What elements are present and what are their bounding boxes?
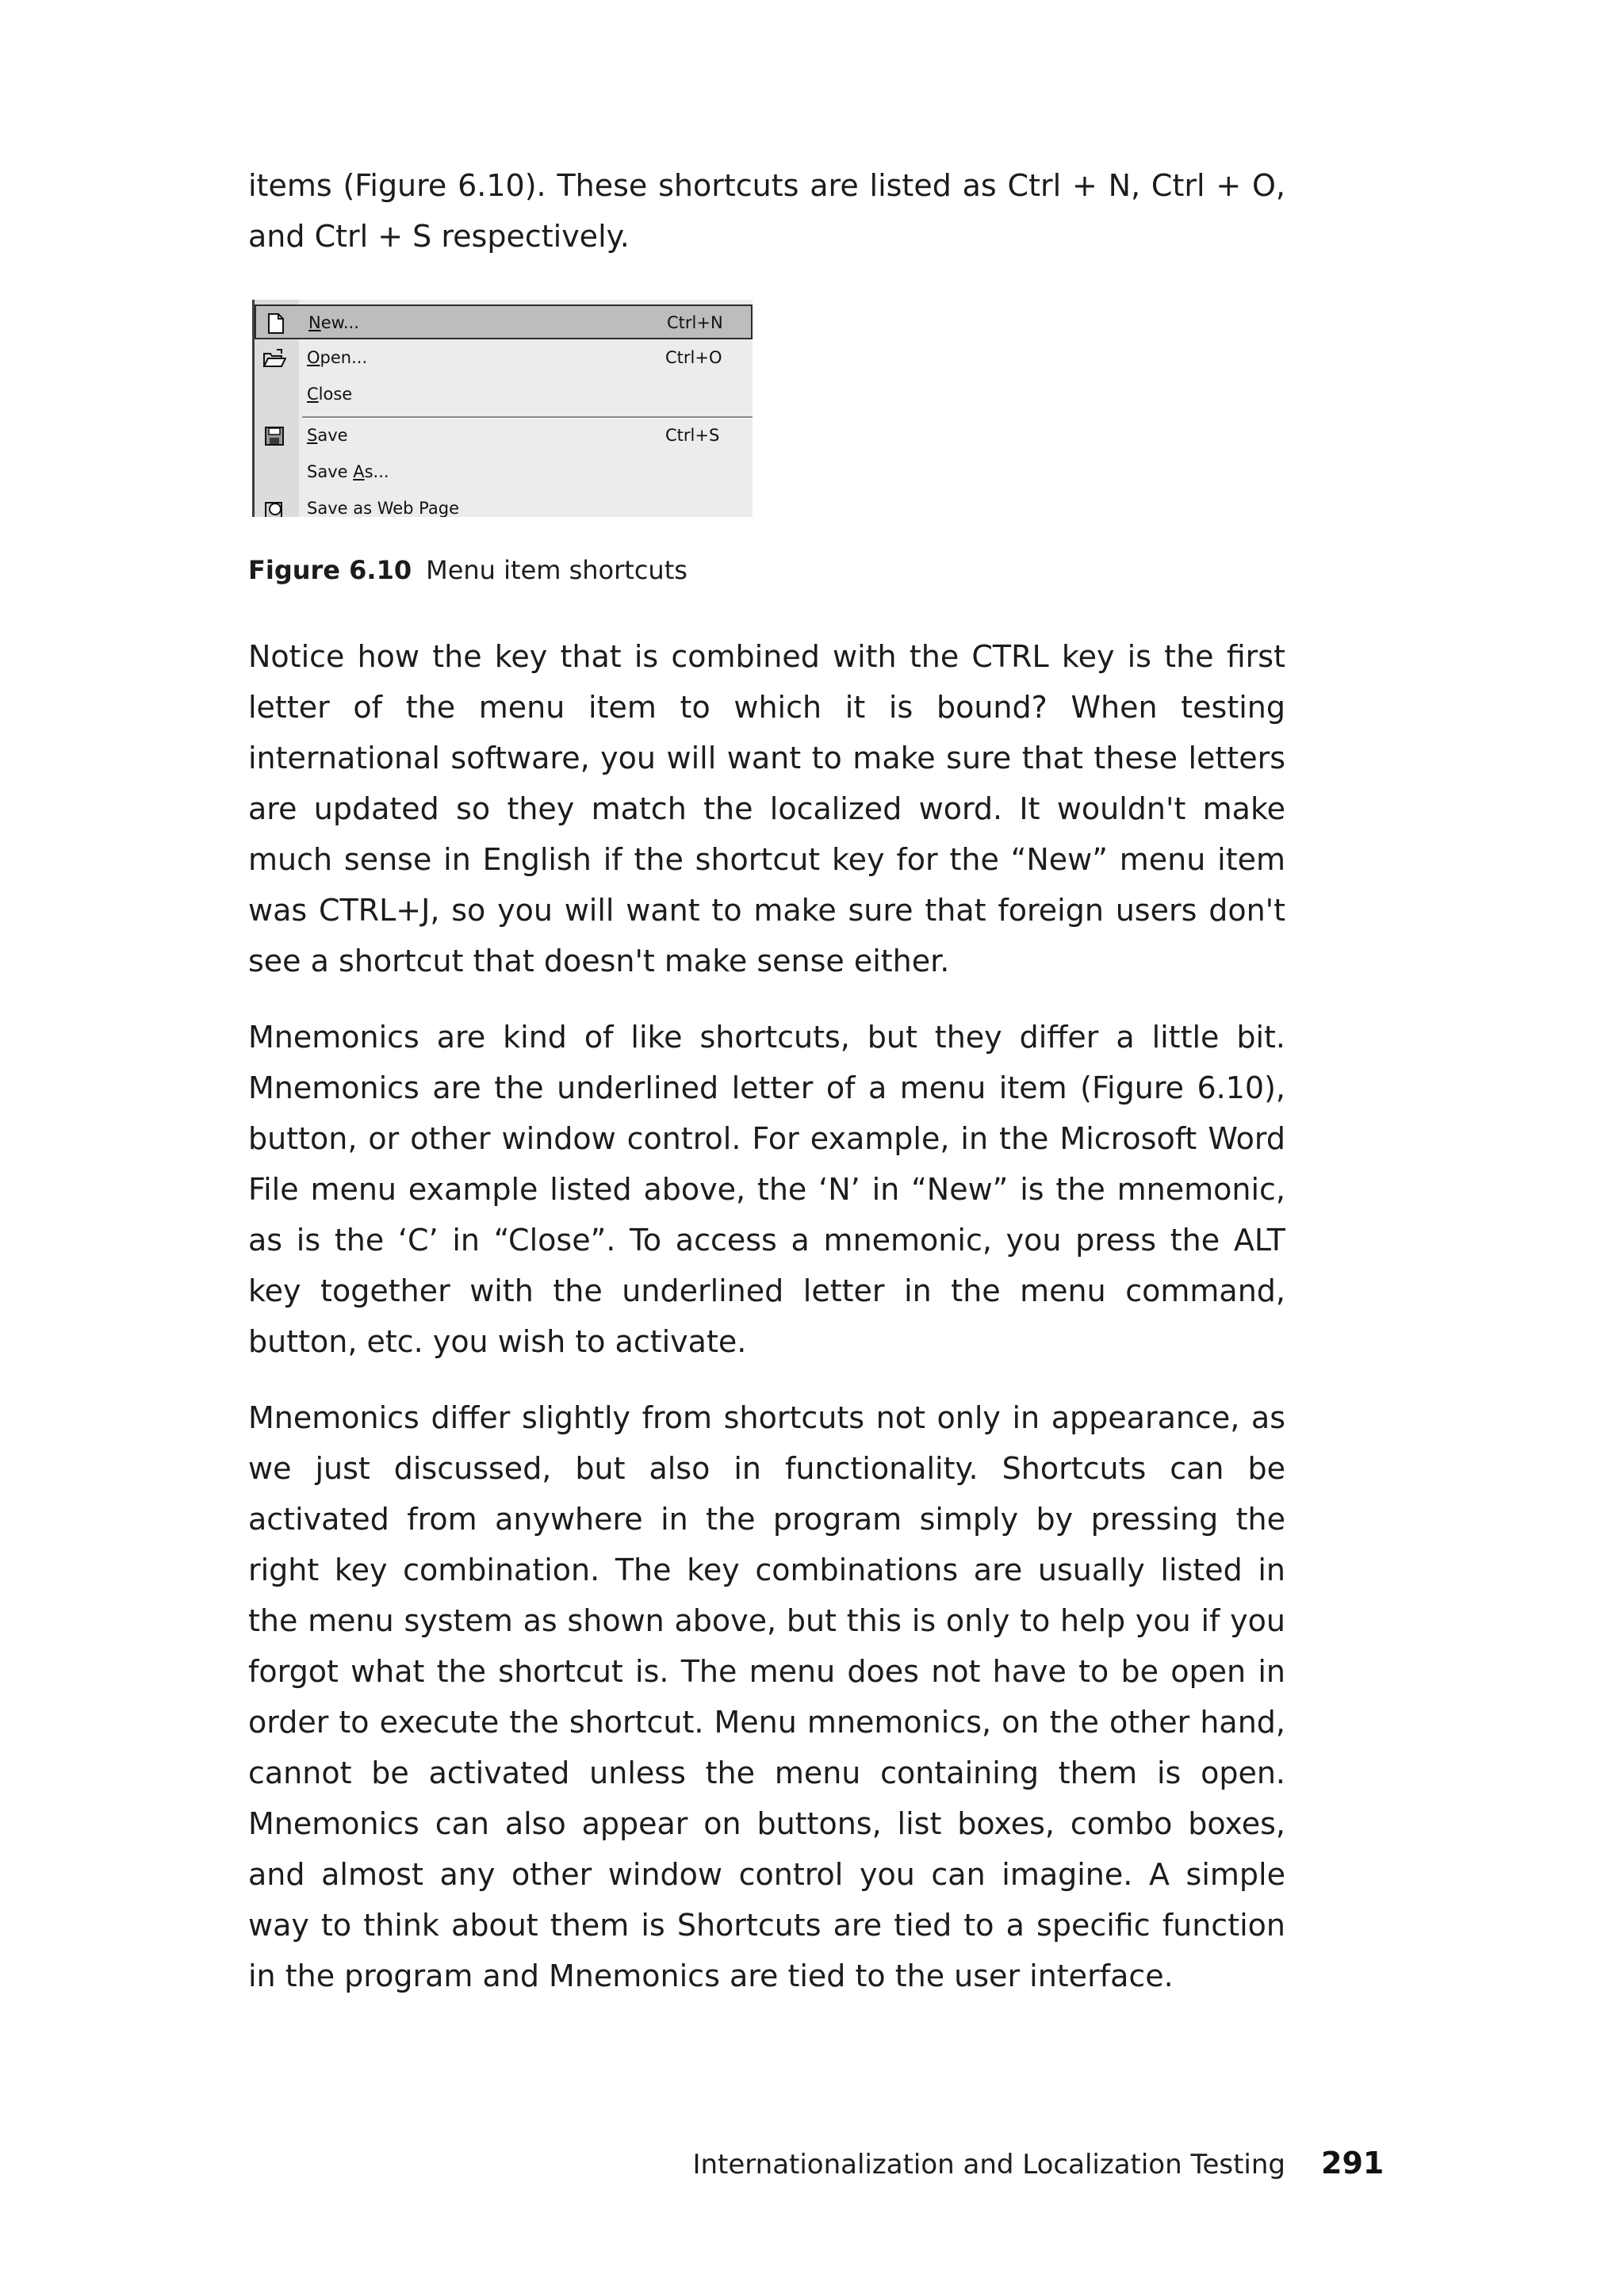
body-paragraph: Mnemonics differ slightly from shortcuts not only in appearance, as we just discussed, but also in functionality. Shortcuts can be activated from anywhere in the program simply by pressing the right key combination. The key combinations are usually listed in the menu system as shown above, but this is only to help you if you forgot what the shortcut is. The menu does not have to be open in order to execute the shortcut. Menu mnemonics, on the other hand, cannot be activated unless the menu containing them is open. Mnemonics can also appear on buttons, list boxes, combo boxes, and almost any other window control you can imagine. A simple way to think about them is Shortcuts are tied to a specific function in the program and Mnemonics are tied to the user interface. [248, 1400, 1285, 1993]
menu-item-label: Open... [307, 348, 368, 367]
figure-caption-text: Menu item shortcuts [426, 555, 688, 585]
figure-caption [248, 555, 688, 585]
body-paragraph: Mnemonics are kind of like shortcuts, but they differ a little bit. Mnemonics are the underlined letter of a menu item (Figure 6.10), button, or other window control. For example, in the Microsoft Word File menu example listed above, the ‘N’ in “New” is the mnemonic, as is the ‘C’ in “Close”. To access a mnemonic, you press the ALT key together with the underlined letter in the menu command, button, etc. you wish to activate. [248, 1020, 1285, 1359]
body-paragraph: Notice how the key that is combined with the CTRL key is the first letter of the menu item to which it is bound? When testing international software, you will want to make sure that these letters are updated so they match the localized word. It wouldn't make much sense in English if the shortcut key for the “New” menu item was CTRL+J, so you will want to make sure that foreign users don't see a shortcut that doesn't make sense either. [248, 639, 1285, 978]
save-disk-icon [262, 425, 286, 447]
menu-item-save-as[interactable] [255, 455, 753, 490]
page-number: 291 [1321, 2146, 1385, 2181]
web-page-icon [262, 498, 286, 517]
menu-item-label: Save [307, 426, 348, 445]
open-folder-icon [262, 347, 286, 369]
figure-number: Figure 6.10 [248, 555, 412, 585]
menu-item-label: New... [308, 313, 359, 332]
menu-item-shortcut: Ctrl+O [665, 348, 722, 367]
menu-item-save-as-web-page[interactable] [255, 492, 753, 517]
file-menu-screenshot [252, 300, 753, 517]
menu-item-label: Close [307, 385, 353, 404]
menu-item-label: Save As... [307, 462, 389, 481]
menu-item-shortcut: Ctrl+S [665, 426, 720, 445]
intro-text: items (Figure 6.10). These shortcuts are listed as Ctrl + N, Ctrl + O, and Ctrl + S respectively. [248, 168, 1285, 254]
menu-item-open[interactable] [255, 341, 753, 376]
menu-item-new[interactable] [255, 304, 753, 339]
running-footer-title: Internationalization and Localization Testing [692, 2149, 1285, 2181]
page-footer [0, 2146, 1624, 2188]
menu-item-shortcut: Ctrl+N [667, 313, 723, 332]
menu-item-label: Save as Web Page [307, 499, 460, 517]
menu-item-close[interactable] [255, 377, 753, 412]
menu-item-save[interactable] [255, 419, 753, 454]
new-document-icon [264, 312, 288, 335]
